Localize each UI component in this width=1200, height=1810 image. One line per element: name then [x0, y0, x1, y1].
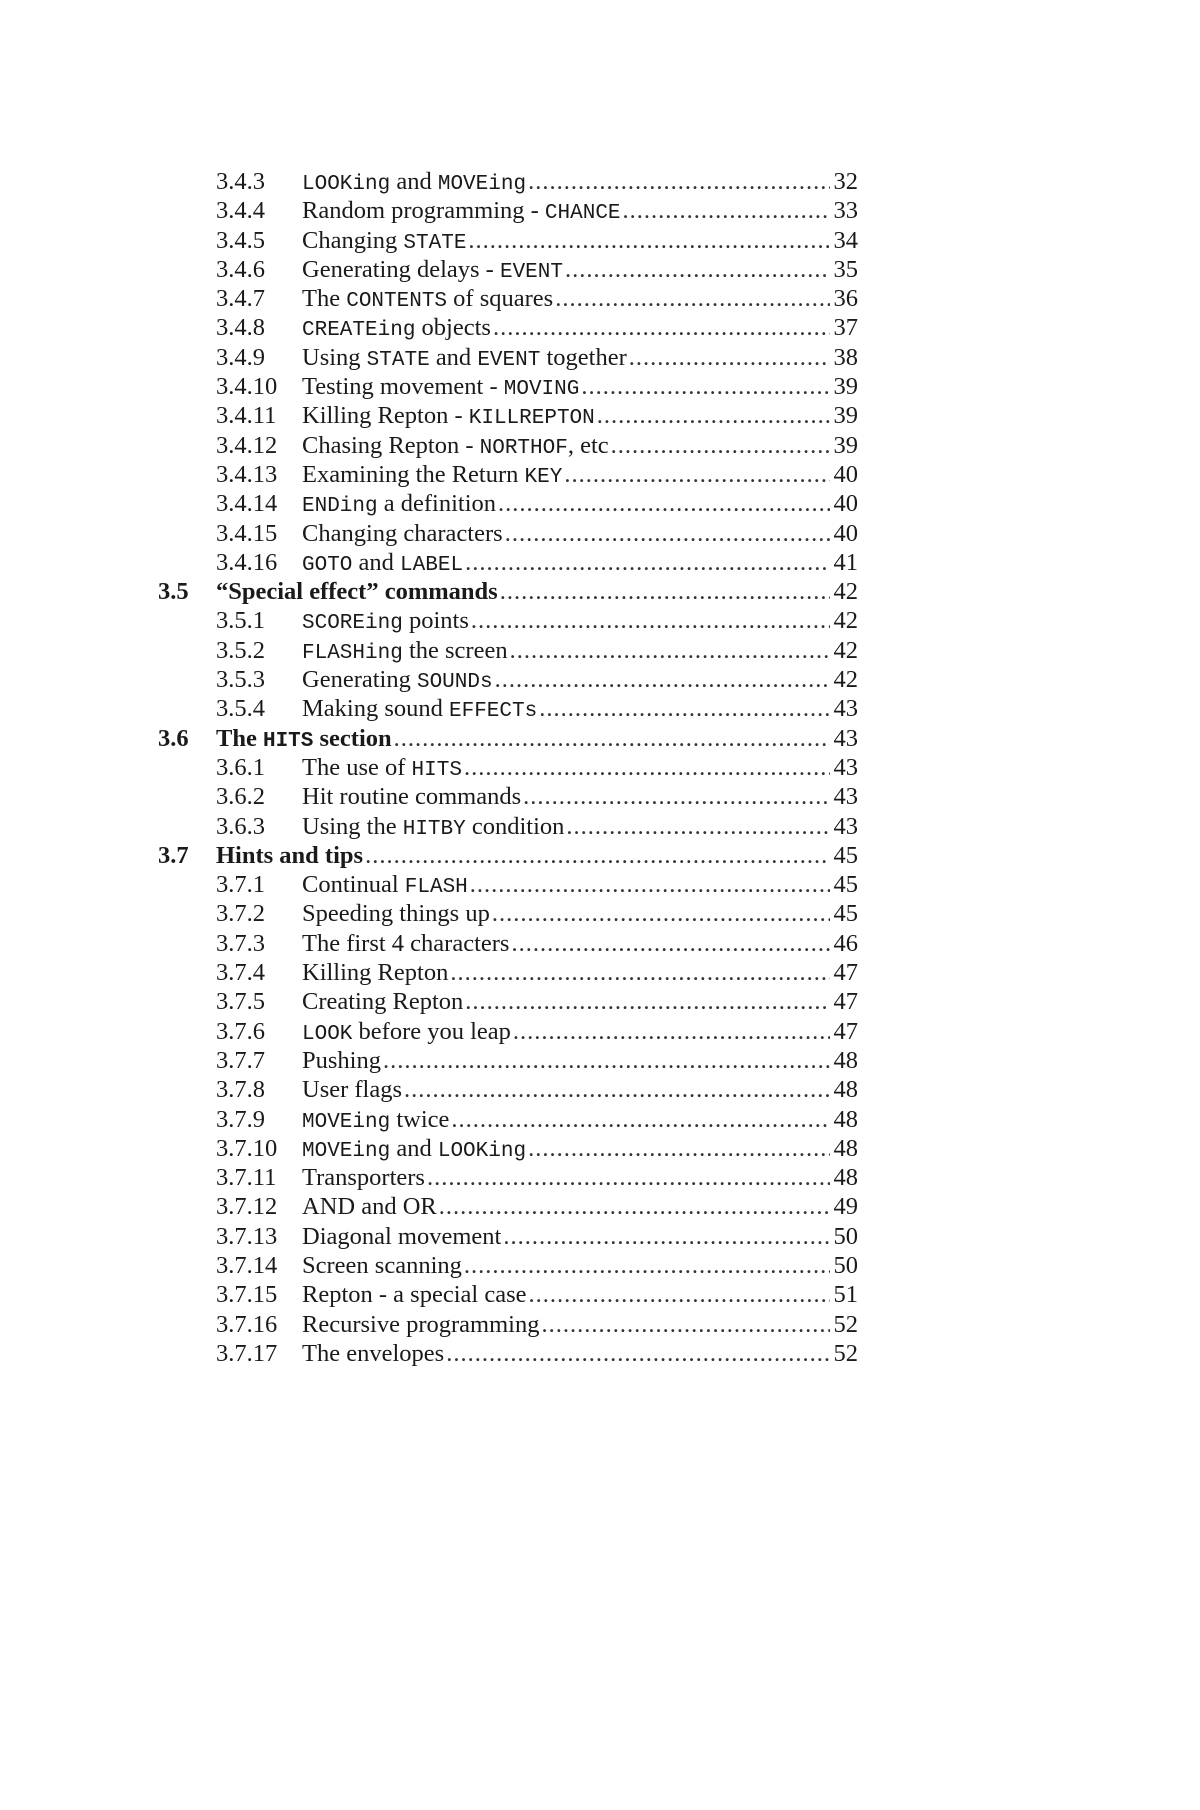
title-text: objects: [415, 314, 491, 342]
toc-entry: [158, 929, 858, 958]
toc-entry: [158, 1075, 858, 1104]
code-keyword: HITS: [411, 758, 462, 782]
dot-leader: [465, 987, 830, 1016]
toc-entry: [158, 636, 858, 665]
title-text: User flags: [302, 1076, 403, 1104]
dot-leader: [500, 577, 830, 606]
toc-entry: [158, 1192, 858, 1221]
entry-title: [302, 431, 609, 463]
dot-leader: [564, 460, 830, 489]
toc-entry: [158, 870, 858, 899]
toc-section-entry: [158, 724, 858, 753]
title-text: Hints and tips: [216, 841, 364, 869]
code-keyword: CREATEing: [302, 319, 416, 343]
title-text: AND and OR: [302, 1193, 437, 1221]
page-number: 32: [833, 168, 858, 195]
title-text: Using: [302, 343, 367, 371]
dot-leader: [623, 196, 830, 225]
page-number: 48: [833, 1105, 858, 1133]
entry-number: 3.6.1: [216, 753, 265, 781]
page-number: 42: [833, 607, 858, 635]
page-number: 50: [833, 1222, 858, 1250]
toc-entry: [158, 812, 858, 841]
toc-entry: [158, 226, 858, 255]
dot-leader: [446, 1339, 830, 1368]
dot-leader: [565, 255, 830, 284]
toc-entry: [158, 1310, 858, 1339]
entry-number: 3.7.9: [216, 1105, 265, 1133]
entry-title: [302, 753, 462, 785]
dot-leader: [470, 870, 830, 899]
title-text: section: [313, 724, 392, 752]
entry-title: [302, 694, 537, 726]
toc-entry: [158, 372, 858, 401]
page-number: 50: [833, 1251, 858, 1279]
entry-title: [302, 313, 491, 345]
entry-number: 3.4.9: [216, 343, 265, 371]
toc-entry: [158, 431, 858, 460]
dot-leader: [523, 782, 830, 811]
title-text: and: [352, 548, 401, 576]
title-text: The: [302, 285, 347, 313]
dot-leader: [528, 1134, 830, 1163]
entry-number: 3.7.11: [216, 1164, 277, 1192]
page-number: 47: [833, 1017, 858, 1045]
title-text: “Special effect” commands: [216, 578, 498, 606]
toc-entry: [158, 196, 858, 225]
dot-leader: [629, 343, 830, 372]
entry-number: 3.7.8: [216, 1076, 265, 1104]
title-text: Transporters: [302, 1164, 425, 1192]
entry-number: 3.7.5: [216, 988, 265, 1016]
entry-title: [302, 167, 526, 199]
title-text: points: [402, 607, 469, 635]
page-number: 43: [833, 724, 858, 752]
entry-number: 3.4.5: [216, 226, 265, 254]
title-text: Killing Repton: [302, 959, 449, 987]
toc-entry: [158, 167, 858, 196]
code-keyword: STATE: [403, 231, 467, 255]
toc-entry: [158, 1017, 858, 1046]
code-keyword: GOTO: [302, 553, 353, 577]
title-text: Random programming -: [302, 197, 545, 225]
entry-number: 3.4.14: [216, 490, 278, 518]
toc-entry: [158, 519, 858, 548]
entry-number: 3.7.14: [216, 1251, 278, 1279]
dot-leader: [528, 1280, 830, 1309]
entry-title: [302, 1222, 501, 1251]
title-text: , etc: [567, 431, 609, 459]
entry-title: [302, 372, 579, 404]
page-number: 40: [833, 519, 858, 547]
code-keyword: CHANCE: [544, 202, 621, 226]
entry-title: [302, 899, 490, 928]
dot-leader: [498, 489, 830, 518]
entry-title: [302, 1339, 444, 1368]
dot-leader: [464, 753, 830, 782]
page-number: 48: [833, 1076, 858, 1104]
dot-leader: [383, 1046, 830, 1075]
entry-number: 3.4.4: [216, 197, 265, 225]
code-keyword: KEY: [524, 465, 563, 489]
page-number: 42: [833, 666, 858, 694]
toc-entry: [158, 899, 858, 928]
title-text: together: [540, 343, 627, 371]
entry-number: 3.4.7: [216, 285, 265, 313]
entry-title: [302, 1046, 381, 1075]
table-of-contents: [158, 167, 858, 1368]
page-number: 48: [833, 1134, 858, 1162]
title-text: condition: [465, 812, 565, 840]
title-text: The envelopes: [302, 1339, 445, 1367]
entry-number: 3.4.6: [216, 255, 265, 283]
entry-number: 3.5: [158, 578, 189, 606]
dot-leader: [541, 1310, 830, 1339]
page-number: 43: [833, 812, 858, 840]
code-keyword: STATE: [366, 348, 430, 372]
entry-title: [302, 1192, 437, 1221]
entry-number: 3.6: [158, 724, 189, 752]
dot-leader: [511, 929, 830, 958]
code-keyword: FLASHing: [302, 641, 403, 665]
entry-title: [302, 1134, 526, 1166]
entry-title: [302, 255, 563, 287]
dot-leader: [505, 519, 830, 548]
dot-leader: [513, 1017, 830, 1046]
entry-number: 3.7.7: [216, 1046, 265, 1074]
page-number: 47: [833, 988, 858, 1016]
page-number: 42: [833, 636, 858, 664]
page-number: 48: [833, 1046, 858, 1074]
toc-entry: [158, 753, 858, 782]
dot-leader: [404, 1075, 830, 1104]
code-keyword: EFFECTs: [449, 700, 538, 724]
toc-entry: [158, 1251, 858, 1280]
entry-title: [302, 226, 466, 258]
entry-title: [302, 401, 595, 433]
entry-title: [302, 958, 448, 987]
entry-number: 3.4.11: [216, 402, 277, 430]
toc-entry: [158, 1280, 858, 1309]
dot-leader: [427, 1163, 830, 1192]
toc-entry: [158, 606, 858, 635]
title-text: Changing: [302, 226, 404, 254]
entry-number: 3.7.3: [216, 929, 265, 957]
code-keyword: LOOKing: [302, 173, 391, 196]
toc-entry: [158, 343, 858, 372]
entry-number: 3.5.3: [216, 666, 265, 694]
dot-leader: [611, 431, 830, 460]
title-text: Pushing: [302, 1046, 381, 1074]
dot-leader: [503, 1222, 830, 1251]
toc-entry: [158, 694, 858, 723]
code-keyword: EVENT: [477, 348, 541, 372]
page-number: 39: [833, 431, 858, 459]
dot-leader: [510, 636, 830, 665]
entry-number: 3.5.1: [216, 607, 265, 635]
code-keyword: HITS: [262, 729, 314, 753]
entry-number: 3.6.2: [216, 783, 265, 811]
toc-entry: [158, 1339, 858, 1368]
page-number: 38: [833, 343, 858, 371]
page-number: 37: [833, 314, 858, 342]
code-keyword: EVENT: [499, 260, 563, 284]
entry-title: [302, 1251, 462, 1280]
entry-title: [302, 1075, 402, 1104]
page-number: 35: [833, 255, 858, 283]
entry-number: 3.7.4: [216, 959, 265, 987]
page-number: 34: [833, 226, 858, 254]
entry-title: [302, 1163, 425, 1192]
dot-leader: [365, 841, 830, 870]
entry-number: 3.7.10: [216, 1134, 278, 1162]
entry-title: [302, 987, 463, 1016]
title-text: The: [216, 724, 263, 752]
page-number: 36: [833, 285, 858, 313]
entry-title: [302, 519, 503, 548]
page-number: 52: [833, 1310, 858, 1338]
title-text: Chasing Repton -: [302, 431, 480, 459]
dot-leader: [528, 167, 830, 196]
entry-number: 3.7.15: [216, 1281, 278, 1309]
dot-leader: [539, 694, 830, 723]
page-number: 42: [833, 578, 858, 606]
title-text: Generating: [302, 666, 417, 694]
code-keyword: FLASH: [404, 876, 468, 900]
code-keyword: MOVEing: [437, 173, 527, 196]
entry-title: [216, 724, 392, 756]
entry-number: 3.7.12: [216, 1193, 278, 1221]
title-text: and: [390, 168, 438, 195]
title-text: Diagonal movement: [302, 1222, 502, 1250]
entry-title: [302, 1280, 526, 1309]
title-text: Speeding things up: [302, 900, 490, 928]
page-number: 47: [833, 959, 858, 987]
code-keyword: CONTENTS: [346, 290, 448, 314]
toc-entry: [158, 1134, 858, 1163]
entry-title: [302, 284, 553, 316]
entry-number: 3.4.16: [216, 548, 278, 576]
title-text: and: [390, 1134, 438, 1162]
dot-leader: [493, 313, 830, 342]
title-text: a definition: [377, 490, 497, 518]
entry-number: 3.4.8: [216, 314, 265, 342]
entry-title: [302, 782, 521, 811]
entry-title: [216, 577, 498, 606]
dot-leader: [450, 958, 830, 987]
code-keyword: SCOREing: [302, 612, 403, 636]
page-number: 41: [833, 548, 858, 576]
entry-number: 3.7.2: [216, 900, 265, 928]
title-text: of squares: [447, 285, 554, 313]
code-keyword: MOVEing: [302, 1139, 391, 1163]
entry-number: 3.5.2: [216, 636, 265, 664]
entry-title: [302, 1105, 449, 1137]
code-keyword: ENDing: [302, 495, 378, 519]
toc-entry: [158, 1163, 858, 1192]
title-text: Generating delays -: [302, 255, 500, 283]
toc-entry: [158, 460, 858, 489]
toc-entry: [158, 665, 858, 694]
code-keyword: LABEL: [400, 553, 464, 577]
entry-title: [302, 343, 627, 375]
title-text: Testing movement -: [302, 373, 504, 401]
toc-entry: [158, 401, 858, 430]
entry-title: [302, 548, 463, 580]
code-keyword: LOOKing: [437, 1139, 527, 1163]
entry-title: [302, 636, 508, 668]
entry-title: [302, 196, 621, 228]
title-text: Creating Repton: [302, 988, 464, 1016]
entry-title: [302, 665, 493, 697]
toc-entry: [158, 489, 858, 518]
dot-leader: [471, 606, 830, 635]
toc-entry: [158, 987, 858, 1016]
code-keyword: KILLREPTON: [468, 407, 595, 431]
entry-number: 3.7.1: [216, 871, 265, 899]
page-number: 48: [833, 1164, 858, 1192]
title-text: Examining the Return: [302, 460, 525, 488]
toc-entry: [158, 548, 858, 577]
entry-title: [302, 606, 469, 638]
dot-leader: [555, 284, 830, 313]
entry-title: [302, 460, 562, 492]
toc-entry: [158, 958, 858, 987]
code-keyword: MOVEing: [302, 1110, 391, 1134]
entry-number: 3.4.10: [216, 373, 278, 401]
page-number: 43: [833, 695, 858, 723]
code-keyword: LOOK: [302, 1022, 353, 1046]
dot-leader: [597, 401, 830, 430]
toc-entry: [158, 1222, 858, 1251]
title-text: and: [429, 343, 478, 371]
title-text: Changing characters: [302, 519, 503, 547]
entry-number: 3.7: [158, 841, 189, 869]
dot-leader: [566, 812, 830, 841]
page-number: 43: [833, 753, 858, 781]
title-text: The first 4 characters: [302, 929, 510, 957]
page-number: 40: [833, 460, 858, 488]
code-keyword: MOVING: [503, 378, 580, 402]
dot-leader: [581, 372, 830, 401]
entry-title: [302, 870, 468, 902]
dot-leader: [492, 899, 830, 928]
entry-number: 3.4.3: [216, 168, 265, 195]
title-text: Killing Repton -: [302, 402, 469, 430]
dot-leader: [394, 724, 830, 753]
page-number: 52: [833, 1339, 858, 1367]
page-number: 45: [833, 841, 858, 869]
dot-leader: [464, 1251, 830, 1280]
title-text: Screen scanning: [302, 1251, 462, 1279]
page-number: 45: [833, 871, 858, 899]
code-keyword: SOUNDs: [416, 671, 493, 695]
page-number: 43: [833, 783, 858, 811]
page-number: 33: [833, 197, 858, 225]
entry-number: 3.4.12: [216, 431, 278, 459]
code-keyword: NORTHOF: [479, 436, 568, 460]
title-text: twice: [390, 1105, 450, 1133]
entry-title: [302, 812, 564, 844]
dot-leader: [451, 1105, 830, 1134]
entry-number: 3.4.13: [216, 460, 278, 488]
toc-entry: [158, 1105, 858, 1134]
title-text: Continual: [302, 871, 405, 899]
page-number: 39: [833, 373, 858, 401]
title-text: Recursive programming: [302, 1310, 540, 1338]
toc-entry: [158, 313, 858, 342]
entry-title: [302, 489, 496, 521]
dot-leader: [465, 548, 830, 577]
toc-entry: [158, 782, 858, 811]
entry-number: 3.7.16: [216, 1310, 278, 1338]
entry-title: [302, 1017, 511, 1049]
dot-leader: [468, 226, 830, 255]
title-text: before you leap: [352, 1017, 511, 1045]
toc-entry: [158, 1046, 858, 1075]
code-keyword: HITBY: [402, 817, 466, 841]
page-number: 45: [833, 900, 858, 928]
title-text: Using the: [302, 812, 403, 840]
entry-number: 3.7.13: [216, 1222, 278, 1250]
page-number: 46: [833, 929, 858, 957]
title-text: the screen: [402, 636, 508, 664]
entry-title: [302, 1310, 539, 1339]
title-text: Hit routine commands: [302, 783, 522, 811]
entry-number: 3.6.3: [216, 812, 265, 840]
toc-entry: [158, 255, 858, 284]
entry-number: 3.7.17: [216, 1339, 278, 1367]
entry-title: [216, 841, 363, 870]
entry-number: 3.4.15: [216, 519, 278, 547]
page-number: 40: [833, 490, 858, 518]
title-text: Repton - a special case: [302, 1281, 527, 1309]
toc-entry: [158, 284, 858, 313]
title-text: Making sound: [302, 695, 449, 723]
entry-number: 3.5.4: [216, 695, 265, 723]
page-number: 49: [833, 1193, 858, 1221]
entry-title: [302, 929, 509, 958]
title-text: The use of: [302, 753, 412, 781]
entry-number: 3.7.6: [216, 1017, 265, 1045]
toc-section-entry: [158, 577, 858, 606]
dot-leader: [495, 665, 830, 694]
page-number: 39: [833, 402, 858, 430]
dot-leader: [439, 1192, 830, 1221]
toc-section-entry: [158, 841, 858, 870]
page-number: 51: [833, 1281, 858, 1309]
